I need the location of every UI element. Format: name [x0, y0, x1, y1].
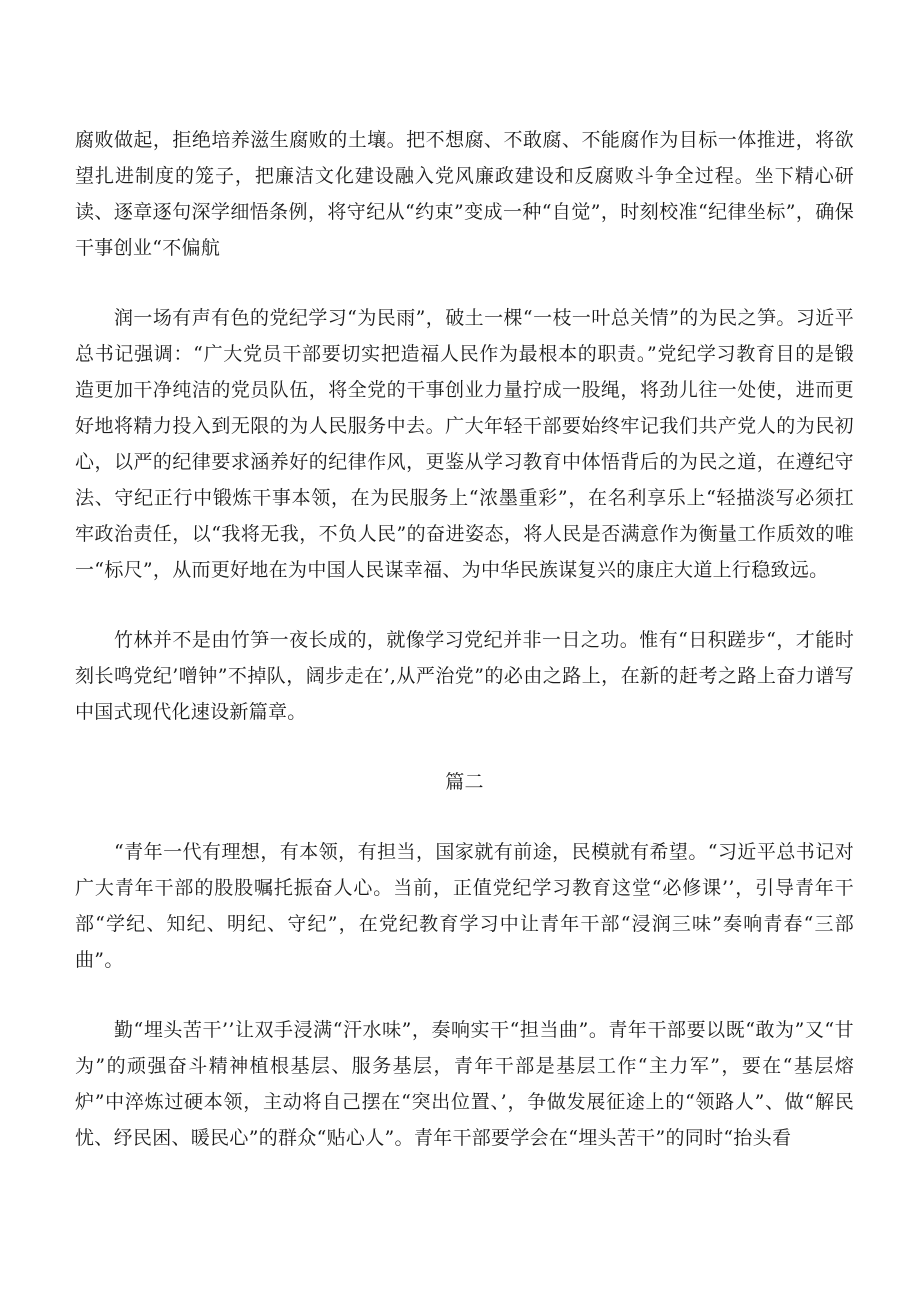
paragraph-top-1: 润一场有声有色的党纪学习“为民雨”，破土一棵“一枝一叶总关情”的为民之笋。习近平总书记强调：“广大党员干部要切实把造福人民作为最根本的职责。”党纪学习教育目的是锻造更加干净纯洁的党员队伍，将全党的干事创业力量拧成一股绳，将劲儿往一处使，进而更好地将精力投入到无限的为人民服务中去。广大年轻干部要始终牢记我们共产党人的为民初心，以严的纪律要求涵养好的纪律作风，更鉴从学习教育中体悟背后的为民之道，在遵纪守法、守纪正行中锻炼干事本领，在为民服务上“浓墨重彩”，在名利享乐上“轻描淡写必须扛牢政治责任，以“我将无我，不负人民”的奋进姿态，将人民是否满意作为衡量工作质效的唯一“标尺”，从而更好地在为中国人民谋幸福、为中华民族谋复兴的康庄大道上行稳致远。 — [75, 307, 854, 581]
section-heading: 篇二 — [445, 771, 484, 793]
paragraph-top-0: 腐败做起，拒绝培养滋生腐败的土壤。把不想腐、不敢腐、不能腐作为目标一体推进，将欲望扎进制度的笼子，把廉洁文化建设融入党风廉政建设和反腐败斗争全过程。坐下精心研读、逐章逐句深学细悟条例，将守纪从“约束”变成一种“自觉”，时刻校准“纪律坐标”，确保干事创业“不偏航 — [75, 129, 854, 259]
paragraph-bottom-1: 勤“埋头苦干’’让双手浸满“汗水味”，奏响实干“担当曲”。青年干部要以既“敢为”又“甘为”的顽强奋斗精神植根基层、服务基层，青年干部是基层工作“主力军”，要在“基层熔炉”中淬炼过硬本领，主动将自己摆在“突出位置、’，争做发展征途上的“领路人”、做“解民忧、纾民困、暖民心”的群众“贴心人”。青年干部要学会在“埋头苦干”的同时“抬头看 — [75, 1019, 854, 1149]
paragraph-bottom-0: “青年一代有理想，有本领，有担当，国家就有前途，民模就有希望。“习近平总书记对广大青年干部的股股嘱托振奋人心。当前，正值党纪学习教育这堂“必修课’’，引导青年干部“学纪、知纪、明纪、守纪”，在党纪教育学习中让青年干部“浸润三味”奏响青春“三部曲”。 — [75, 841, 854, 971]
paragraph-top-2: 竹林并不是由竹笋一夜长成的，就像学习党纪并非一日之功。惟有“日积蹉步“，才能时刻长鸣党纪’噌钟”不掉队，阔步走在’,从严治党”的必由之路上，在新的赶考之路上奋力谱写中国式现代化速设新篇章。 — [75, 629, 854, 723]
